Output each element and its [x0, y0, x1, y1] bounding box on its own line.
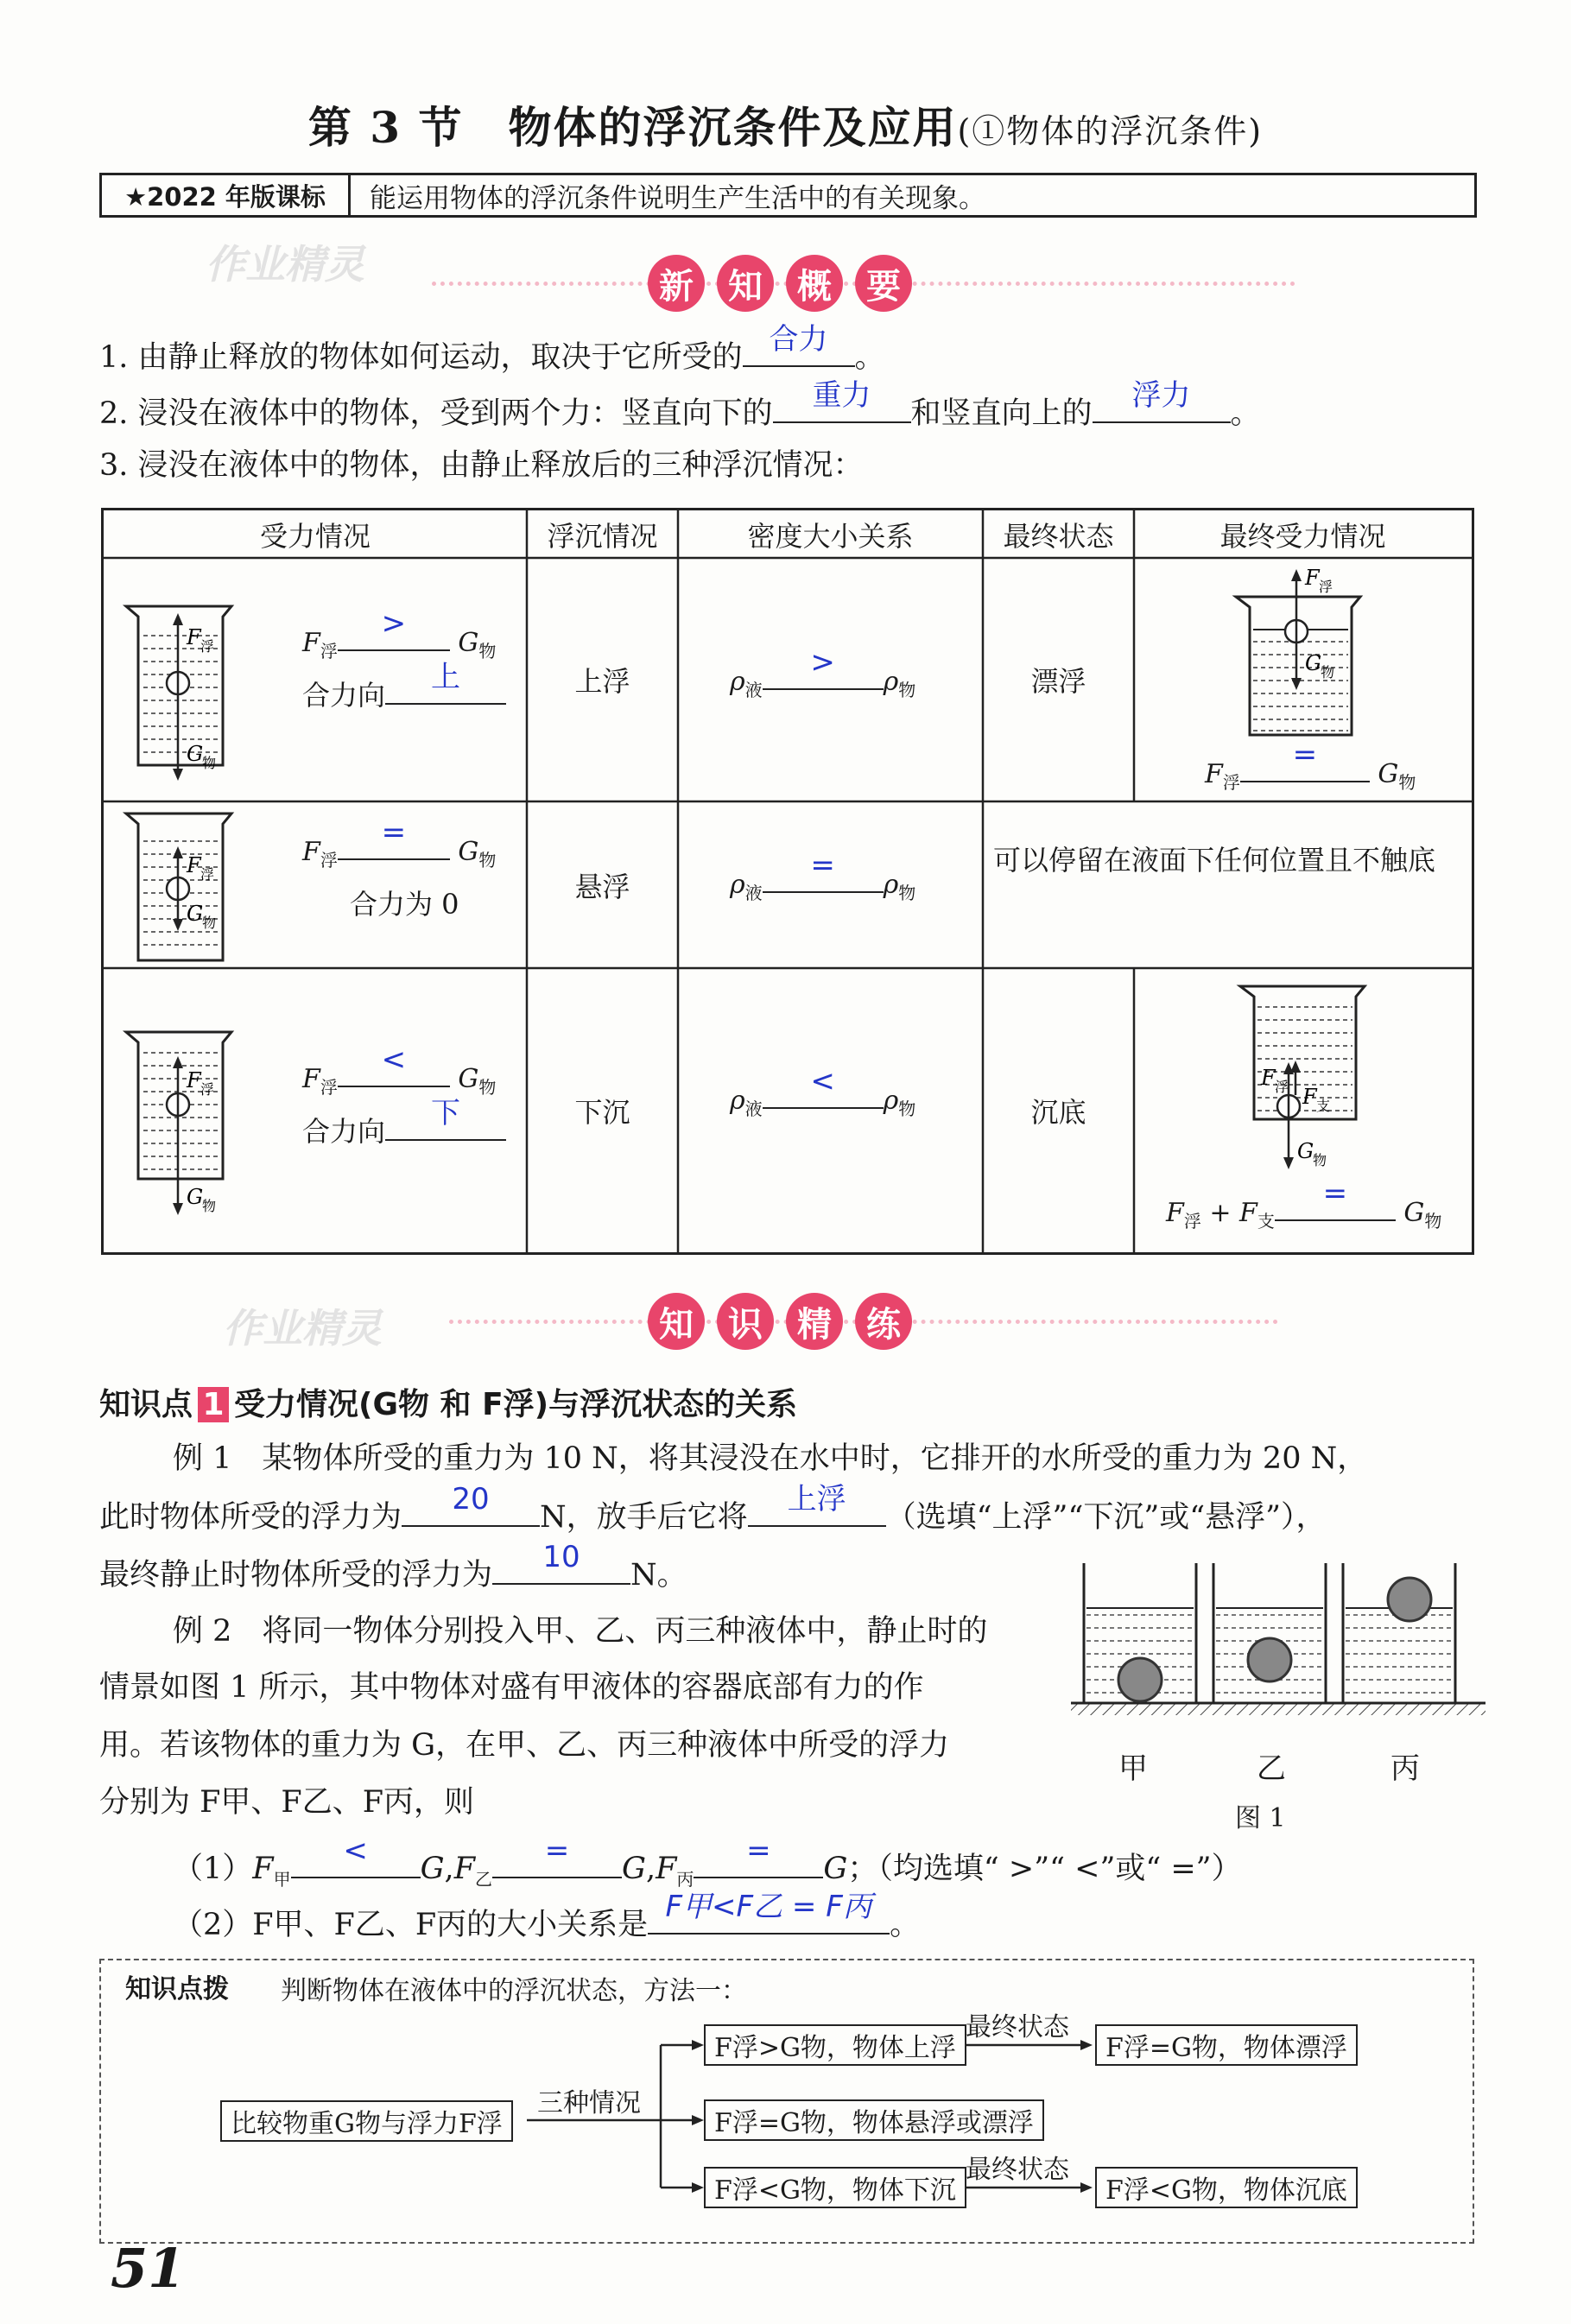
ex2-answer-4: F甲<F乙 = F丙 — [665, 1890, 872, 1924]
tip-final-state-label-2: 最终状态 — [966, 2155, 1069, 2185]
row2-density: $\rho_液$ = $\rho_物$ — [730, 864, 915, 914]
standard-label: ★2022 年版课标 — [102, 175, 351, 215]
row1-density: $\rho_液$ > $\rho_物$ — [730, 662, 915, 711]
svg-text:浮: 浮 — [200, 638, 215, 655]
ex1-answer-2: 上浮 — [787, 1482, 846, 1517]
svg-text:F: F — [1261, 1066, 1276, 1090]
row1-state: 上浮 — [574, 665, 630, 698]
tip-case-suspend: F浮=G物，物体悬浮或漂浮 — [704, 2099, 1044, 2141]
example-1-line3: 最终静止时物体所受的浮力为 10 N。 — [99, 1550, 687, 1596]
beaker-rising-diagram — [121, 601, 259, 787]
svg-text:物: 物 — [202, 1198, 217, 1214]
page-number: 51 — [111, 2237, 186, 2300]
svg-text:作业精灵: 作业精灵 — [206, 241, 364, 288]
question-2: 2. 浸没在液体中的物体，受到两个力：竖直向下的 重力 和竖直向上的 浮力 。 — [99, 389, 1261, 434]
beaker-bottom-diagram — [1235, 981, 1408, 1180]
row2-force-answer: = — [381, 815, 407, 850]
svg-text:G: G — [1297, 1139, 1314, 1163]
example-2-part1: $(1)F_甲$ < $G,F_乙$ = $G,F_丙$ = G；（均选填“ >”“ <”或“ =”） — [173, 1844, 1242, 1900]
svg-text:G: G — [1305, 651, 1322, 675]
svg-text:物: 物 — [202, 755, 217, 771]
svg-text:G: G — [187, 742, 204, 766]
tip-text: 判断物体在液体中的浮沉状态，方法一： — [281, 1976, 747, 2006]
curriculum-standard — [99, 173, 1477, 218]
row3-force-relation: $F_浮$ < $G_物$ — [302, 1059, 496, 1108]
row1-density-answer: > — [810, 645, 835, 680]
tip-case-sink: F浮<G物，物体下沉 — [704, 2167, 966, 2208]
float-sink-table — [101, 508, 1474, 1255]
svg-text:物: 物 — [1321, 664, 1335, 681]
row2-force-relation: $F_浮$ = $G_物$ — [302, 832, 496, 881]
example-1-line2: 此时物体所受的浮力为 20 N，放手后它将 上浮 （选填“上浮”“下沉”或“悬浮”）， — [99, 1492, 1327, 1538]
tip-branch-label: 三种情况 — [537, 2088, 641, 2118]
figure-label-yi: 乙 — [1257, 1751, 1286, 1786]
svg-text:F: F — [1305, 566, 1320, 590]
row3-final-force: $F_浮 + F_支$ = $G_物$ — [1166, 1193, 1441, 1242]
header-final-state: 最终状态 — [1003, 519, 1114, 553]
svg-text:物: 物 — [202, 915, 217, 931]
tip-case-rise: F浮>G物，物体上浮 — [704, 2024, 966, 2066]
header-force: 受力情况 — [259, 519, 371, 553]
svg-text:浮: 浮 — [1275, 1079, 1289, 1095]
row3-final: 沉底 — [1030, 1095, 1086, 1129]
row2-net-force: 合力为 0 — [350, 888, 459, 921]
ex2-answer-3: = — [746, 1833, 771, 1868]
svg-text:F: F — [1302, 1085, 1317, 1109]
row3-state: 下沉 — [574, 1095, 630, 1129]
row1-final-force: $F_浮$ = $G_物$ — [1205, 754, 1416, 803]
ex2-answer-1: < — [343, 1833, 368, 1868]
standard-text: 能运用物体的浮沉条件说明生产生活中的有关现象。 — [370, 182, 985, 214]
row3-force-answer: < — [381, 1042, 407, 1077]
example-1-line1: 例 1 某物体所受的重力为 10 N，将其浸没在水中时，它排开的水所受的重力为 20 N， — [173, 1441, 1368, 1476]
row3-density: $\rho_液$ < $\rho_物$ — [730, 1080, 915, 1130]
page-title: 第 3 节 物体的浮沉条件及应用(①物体的浮沉条件) — [307, 102, 1264, 153]
row2-state: 悬浮 — [574, 870, 630, 903]
svg-text:支: 支 — [1316, 1098, 1331, 1114]
row2-final: 可以停留在液面下任何位置且不触底 — [993, 844, 1436, 877]
row3-final-answer: = — [1322, 1176, 1348, 1211]
figure-1-containers — [1071, 1563, 1485, 1736]
figure-label-jia: 甲 — [1118, 1751, 1148, 1786]
row1-force-relation: $F_浮$ > $G_物$ — [302, 623, 496, 672]
row1-final: 漂浮 — [1030, 665, 1086, 698]
tip-start-box: 比较物重G物与浮力F浮 — [220, 2100, 513, 2142]
tip-result-bottom: F浮<G物，物体沉底 — [1095, 2167, 1358, 2208]
row1-net-answer: 上 — [431, 660, 461, 694]
row1-final-answer: = — [1292, 738, 1318, 772]
svg-text:F: F — [187, 1068, 201, 1092]
banner-char: 概 — [786, 255, 843, 312]
beaker-suspended-diagram — [121, 808, 259, 968]
banner-char: 要 — [855, 255, 912, 312]
tip-label: 知识点拨 — [125, 1974, 229, 2004]
banner-char: 练 — [855, 1293, 912, 1350]
ex1-answer-3: 10 — [542, 1540, 580, 1574]
example-2-line4: 分别为 F甲、F乙、F丙，则 — [99, 1785, 474, 1820]
banner-char: 知 — [648, 1293, 705, 1350]
example-2-line2: 情景如图 1 所示，其中物体对盛有甲液体的容器底部有力的作 — [99, 1670, 924, 1705]
answer-2a: 重力 — [812, 378, 871, 413]
section-banner-new-knowledge — [648, 255, 912, 312]
row3-net-force: 合力向 下 — [302, 1111, 506, 1152]
knowledge-point-1: 知识点 1 受力情况(G物 和 F浮)与浮沉状态的关系 — [99, 1387, 798, 1422]
svg-text:G: G — [187, 1185, 204, 1209]
example-2-line3: 用。若该物体的重力为 G，在甲、乙、丙三种液体中所受的浮力 — [99, 1728, 950, 1763]
beaker-floating-diagram — [1231, 562, 1403, 744]
beaker-sinking-diagram — [121, 1027, 259, 1221]
watermark-logo — [197, 238, 413, 290]
svg-text:物: 物 — [1313, 1152, 1327, 1168]
question-3: 3. 浸没在液体中的物体，由静止释放后的三种浮沉情况： — [99, 448, 864, 483]
section-banner-practice — [648, 1293, 912, 1350]
tip-final-state-label: 最终状态 — [966, 2012, 1069, 2042]
question-1: 1. 由静止释放的物体如何运动，取决于它所受的 合力 。 — [99, 332, 885, 378]
ex1-answer-1: 20 — [452, 1482, 490, 1517]
svg-text:F: F — [187, 625, 201, 649]
example-2-part2: （2）F甲、F乙、F丙的大小关系是 F甲<F乙 = F丙 。 — [173, 1900, 920, 1946]
header-state: 浮沉情况 — [547, 519, 658, 553]
row3-net-answer: 下 — [431, 1096, 461, 1130]
example-2-line1: 例 2 将同一物体分别投入甲、乙、丙三种液体中，静止时的 — [173, 1614, 988, 1649]
banner-char: 识 — [717, 1293, 774, 1350]
svg-text:F: F — [187, 853, 201, 877]
row1-force-answer: > — [381, 606, 407, 641]
header-density: 密度大小关系 — [747, 519, 914, 553]
answer-1: 合力 — [769, 322, 828, 357]
figure-label-bing: 丙 — [1390, 1751, 1420, 1786]
svg-text:作业精灵: 作业精灵 — [223, 1305, 382, 1352]
banner-char: 新 — [648, 255, 705, 312]
svg-text:浮: 浮 — [200, 1081, 215, 1098]
svg-text:浮: 浮 — [200, 866, 215, 883]
banner-char: 精 — [786, 1293, 843, 1350]
banner-char: 知 — [717, 255, 774, 312]
answer-2b: 浮力 — [1131, 378, 1191, 413]
watermark-logo-2 — [214, 1302, 430, 1354]
row1-net-force: 合力向 上 — [302, 674, 506, 716]
row2-density-answer: = — [810, 848, 835, 883]
svg-text:浮: 浮 — [1319, 579, 1333, 595]
header-final-force: 最终受力情况 — [1219, 519, 1386, 553]
ex2-answer-2: = — [544, 1833, 570, 1868]
row3-density-answer: < — [810, 1064, 835, 1099]
svg-text:G: G — [187, 902, 204, 926]
figure-caption: 图 1 — [1235, 1803, 1286, 1833]
tip-result-float: F浮=G物，物体漂浮 — [1095, 2024, 1358, 2066]
